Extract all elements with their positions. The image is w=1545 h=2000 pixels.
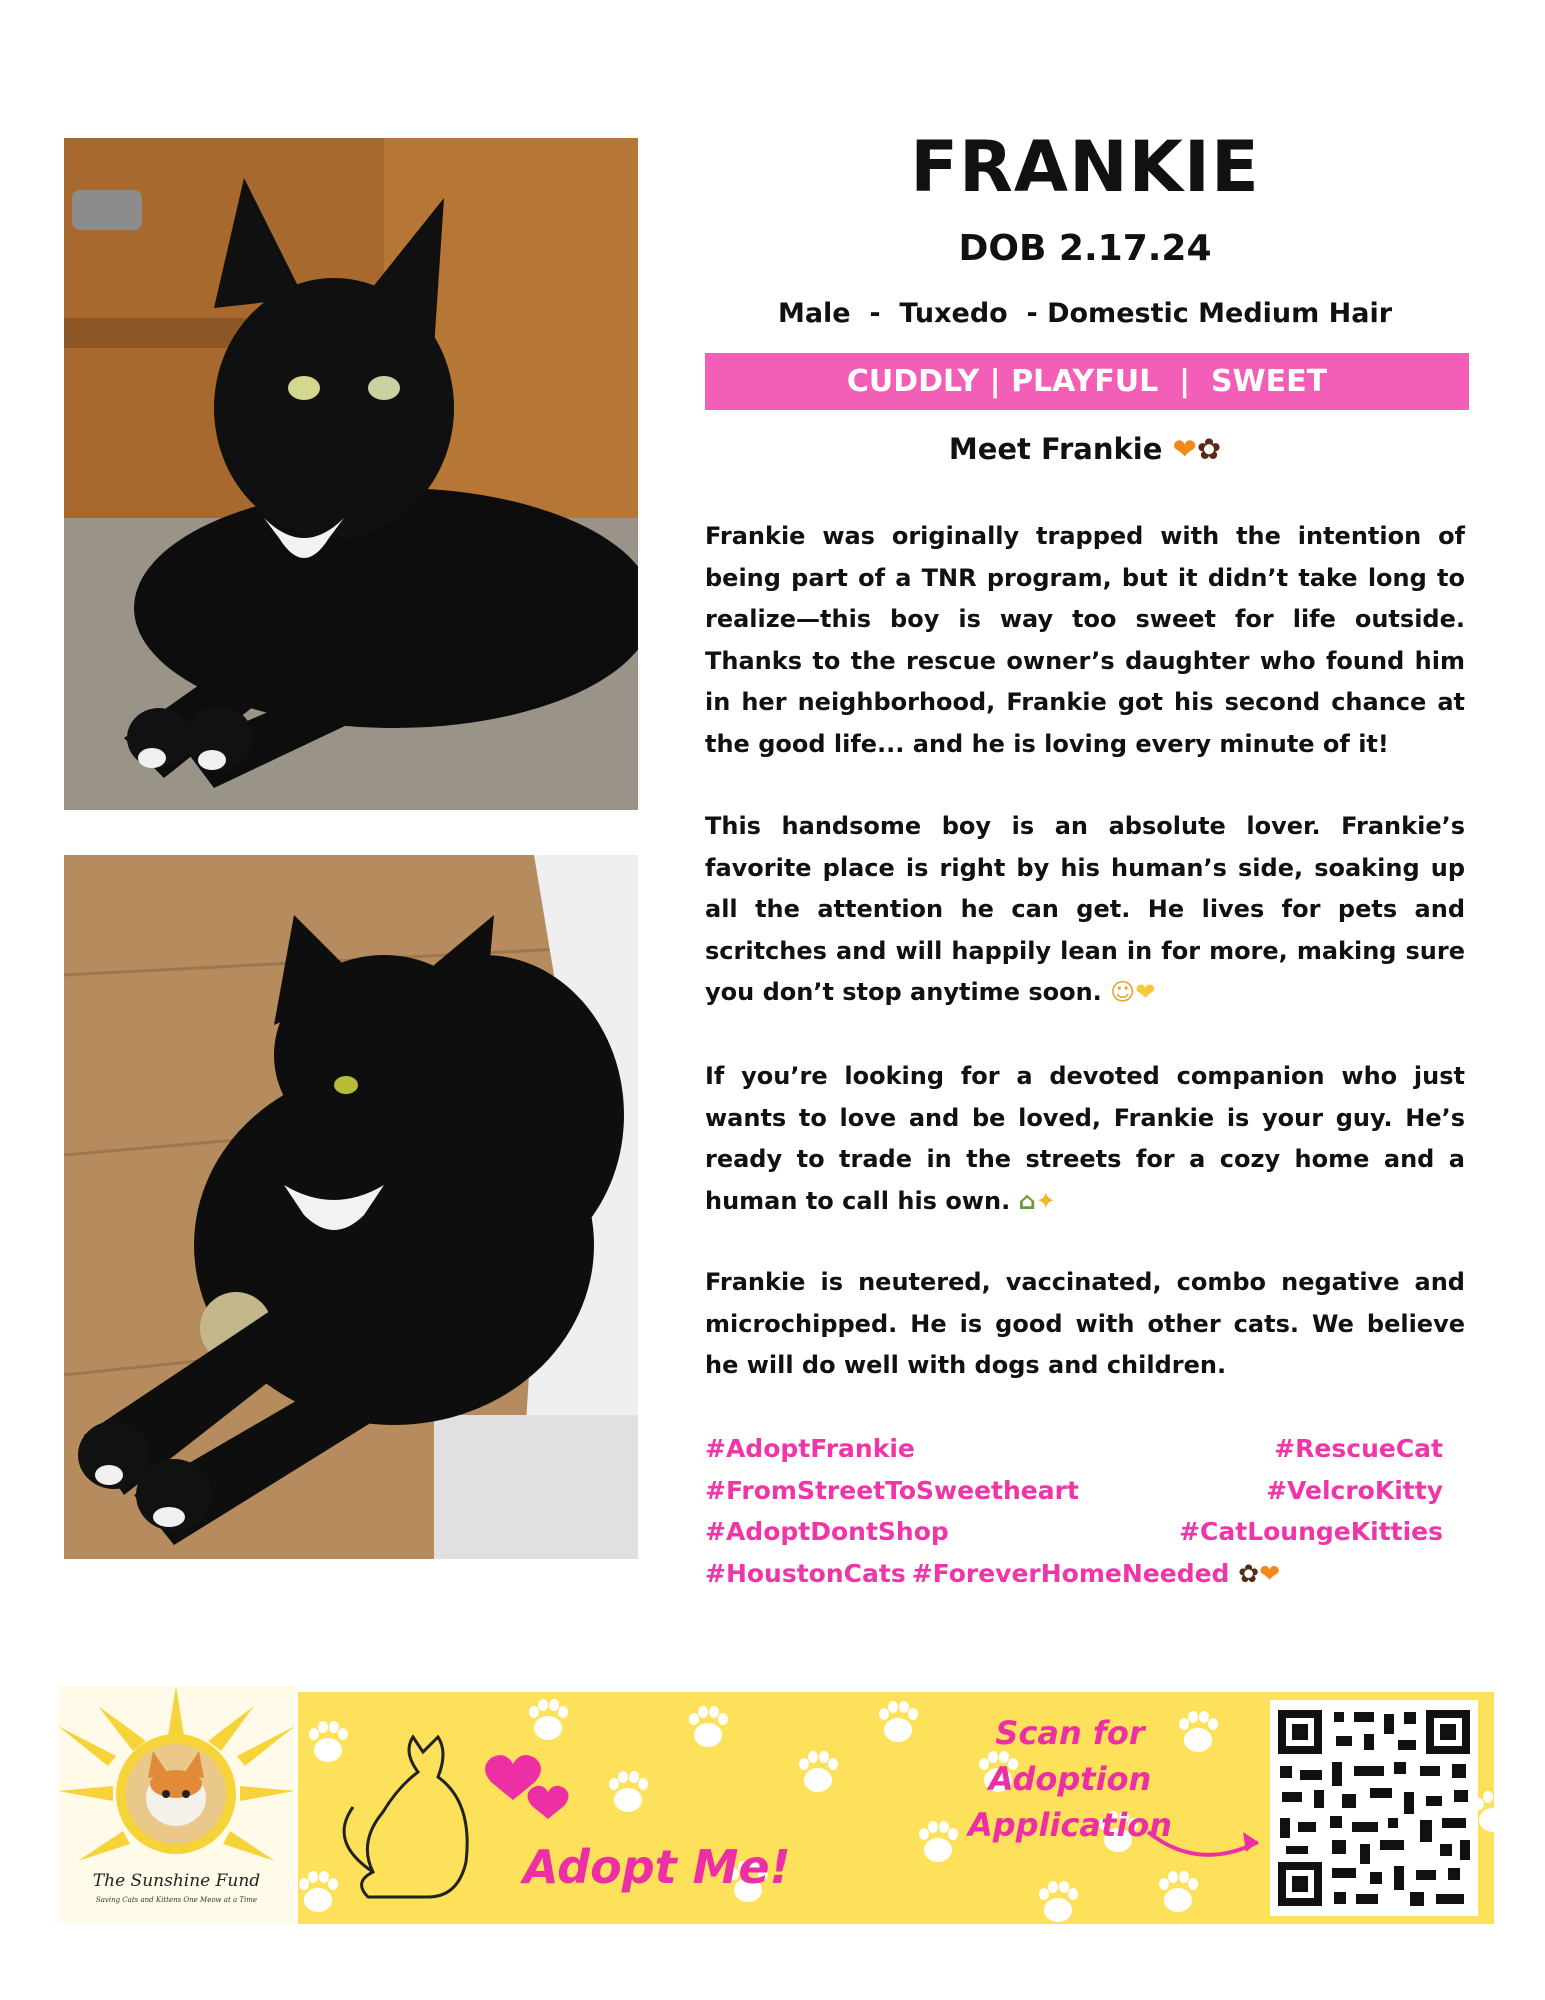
cat-photo-sitting — [64, 138, 638, 810]
pink-hearts-icon — [485, 1755, 569, 1819]
adoption-banner — [298, 1692, 1494, 1924]
story-paragraph-4-text: Frankie is neutered, vaccinated, combo negative and microchipped. He is good with other cats. We believe he will do well with dogs and children. — [705, 1268, 1465, 1379]
logo-name: The Sunshine Fund — [92, 1871, 261, 1891]
sunshine-fund-logo — [58, 1686, 295, 1923]
hashtag: #AdoptDontShop — [705, 1517, 949, 1546]
hashtag: #FromStreetToSweetheart — [705, 1475, 1079, 1505]
cat-photo-lying — [64, 855, 638, 1559]
adopt-me-text: Adopt Me! — [523, 1840, 791, 1894]
hashtag: #VelcroKitty — [1266, 1475, 1443, 1505]
qr-code-icon[interactable] — [1270, 1700, 1478, 1916]
story-paragraph-4 — [705, 1262, 1465, 1387]
pet-name: FRANKIE — [910, 126, 1260, 208]
hashtags — [705, 1428, 1465, 1594]
story-paragraph-1-text: Frankie was originally trapped with the intention of being part of a TNR program, but it didn’t take long to realize—this boy is way too sweet for life outside. Thanks to the rescue owner’s daughter who found him in her neighborhood, Frankie got his second chance at the good life... and he is loving every minute of it! — [705, 522, 1465, 758]
orange-heart-icon: ❤ — [1172, 432, 1197, 466]
orange-heart-icon: ❤ — [1259, 1558, 1281, 1588]
yellow-heart-icon: ❤ — [1135, 978, 1156, 1006]
story-paragraph-3 — [705, 1056, 1465, 1222]
hashtag: #HoustonCats — [705, 1558, 906, 1588]
story-paragraph-2-text: This handsome boy is an absolute lover. Frankie’s favorite place is right by his human’s side, soaking up all the attention he can get. He lives for pets and scritches and will happily lean in for more, making sure you don’t stop anytime soon. — [705, 812, 1465, 1006]
meet-text: Meet Frankie — [948, 432, 1163, 466]
cat-photo-sitting-art — [64, 138, 638, 810]
cat-photo-lying-art — [64, 855, 638, 1559]
paw-prints-icon: ✿ — [1238, 1558, 1260, 1588]
pet-dob: DOB 2.17.24 — [958, 228, 1212, 269]
hashtag: #RescueCat — [1274, 1434, 1443, 1463]
story-paragraph-2 — [705, 806, 1465, 1014]
sparkles-icon: ✦ — [1035, 1186, 1056, 1215]
hashtag: #CatLoungeKitties — [1179, 1517, 1443, 1546]
traits-banner: CUDDLY | PLAYFUL | SWEET — [705, 353, 1469, 410]
scan-text: Scan for Adoption Application — [967, 1714, 1173, 1844]
hashtag: #AdoptFrankie — [705, 1434, 915, 1463]
pet-details: Male - Tuxedo - Domestic Medium Hair — [777, 298, 1393, 329]
smiling-face-hearts-icon: ☺ — [1110, 978, 1136, 1006]
story-paragraph-1 — [705, 516, 1465, 765]
logo-tagline: Saving Cats and Kittens One Meow at a Time — [95, 1896, 258, 1904]
hashtag: #ForeverHomeNeeded — [911, 1558, 1230, 1588]
meet-heading — [705, 432, 1465, 466]
paw-prints-icon: ✿ — [1196, 432, 1222, 466]
qr-code-graphic — [1270, 1700, 1478, 1916]
house-with-garden-icon: ⌂ — [1018, 1186, 1036, 1215]
story-paragraph-3-text: If you’re looking for a devoted companion who just wants to love and be loved, Frankie is your guy. He’s ready to trade in the streets for a cozy home and a human to call his own. — [705, 1062, 1465, 1215]
